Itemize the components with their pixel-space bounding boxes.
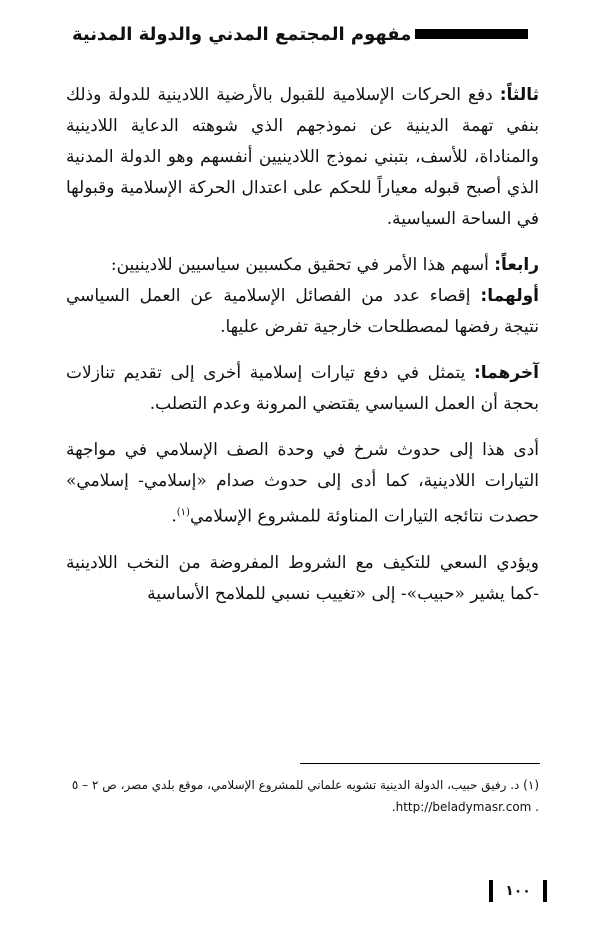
header-rule [415,29,528,39]
paragraph-label: آخرهما: [473,363,539,383]
paragraph-text: أسهم هذا الأمر في تحقيق مكسبين سياسيين للادينيين: [110,255,495,275]
paragraph-text: أدى هذا إلى حدوث شرخ في وحدة الصف الإسلامي في مواجهة التيارات اللادينية، كما أدى إلى حدوث صدام «إسلامي- إسلامي» حصدت نتائجه التيارات المناوئة للمشروع الإسلامي [66,440,539,527]
footnote-marker: (١) [176,507,190,518]
page-header [72,14,538,54]
paragraph-rift [66,435,539,533]
main-text [66,80,539,625]
paragraph-second-gain [66,358,539,420]
paragraph-third-point [66,80,539,235]
paragraph-label: رابعاً: [494,255,539,275]
paragraph-fourth-point [66,250,539,343]
paragraph-text: ويؤدي السعي للتكيف مع الشروط المفروضة من النخب اللادينية -كما يشير «حبيب»- إلى «تغييب نسبي للملامح الأساسية [66,552,539,604]
paragraph-end: . [171,506,177,527]
footnote: (١) د. رفيق حبيب، الدولة الدينية تشويه علماني للمشروع الإسلامي، موقع بلدي مصر، ص ٢ – ٥ . http://beladymasr.com. [71,778,539,814]
footnote-separator [300,763,540,764]
paragraph-text: يتمثل في دفع تيارات إسلامية أخرى إلى تقديم تنازلات بحجة أن العمل السياسي يقتضي المرونة وعدم التصلب. [66,363,539,414]
paragraph-label: ثالثاً: [499,85,539,105]
paragraph-text: إقصاء عدد من الفصائل الإسلامية عن العمل السياسي نتيجة رفضها لمصطلحات خارجية تفرض عليها. [66,286,539,337]
page-number: ١٠٠ [489,880,547,902]
paragraph-adaptation [66,548,539,610]
running-header-title: مفهوم المجتمع المدني والدولة المدنية [72,23,412,45]
paragraph-text: دفع الحركات الإسلامية للقبول بالأرضية اللادينية للدولة وذلك بنفي تهمة الدينية عن نموذجهم الذي شوهته الدعاية اللادينية والمناداة، للأسف، بتبني نموذج اللادينيين أنفسهم وهو الدولة المدنية الذي أصبح قبوله معياراً للحكم على اعتدال الحركة الإسلامية وقبولها في الساحة السياسية. [66,85,539,229]
paragraph-label: أولهما: [480,286,539,306]
